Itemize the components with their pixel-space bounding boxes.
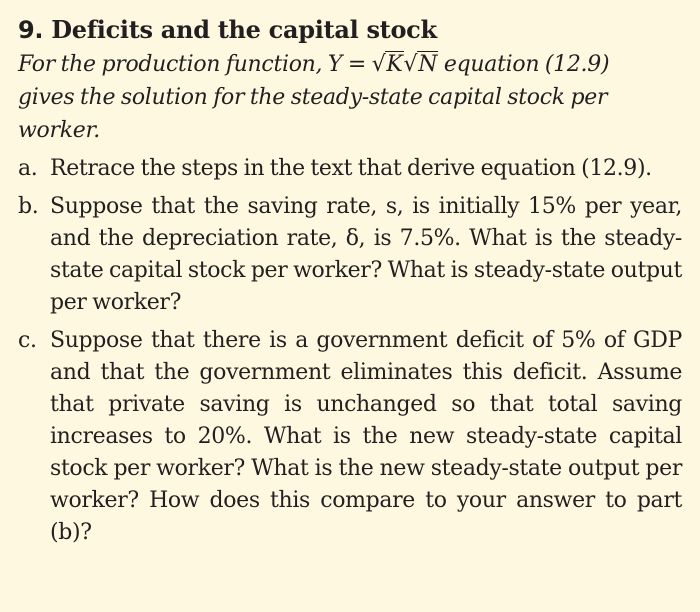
- question-text-a: Retrace the steps in the text that derive equation (12.9).: [50, 156, 652, 181]
- equation-lhs: Y: [327, 52, 343, 77]
- problem-intro: [18, 48, 682, 147]
- problem-title-text: Deficits and the capital stock: [51, 15, 437, 44]
- sqrt-symbol-1: √: [371, 52, 386, 77]
- intro-prefix: For the production function,: [18, 52, 328, 77]
- question-text-b: Suppose that the saving rate, s, is initially 15% per year, and the depreciation rate, δ, is 7.5%. What is the steady-state capital stock per worker? What is steady-state output per worker?: [50, 194, 682, 315]
- problem-block: [18, 14, 682, 555]
- intro-line-2: gives the solution for the steady-state capital stock per worker.: [18, 85, 608, 143]
- question-item-b: [18, 191, 682, 319]
- question-marker-b: b.: [18, 194, 39, 219]
- question-item-c: [18, 325, 682, 549]
- radicand-k: K: [386, 52, 403, 77]
- problem-title: [18, 14, 682, 46]
- question-marker-a: a.: [18, 156, 38, 181]
- question-text-c: Suppose that there is a government deficit of 5% of GDP and that the government eliminates this deficit. Assume that private saving is unchanged so that total saving increases to 20%. What is the new steady-state capital stock per worker? What is the new steady-state output per worker? How does this compare to your answer to part (b)?: [50, 328, 682, 545]
- equation-equals: =: [342, 52, 372, 77]
- question-item-a: [18, 153, 682, 185]
- radicand-n: N: [418, 52, 438, 77]
- intro-suffix: equation (12.9): [438, 52, 610, 77]
- question-list: [18, 153, 682, 549]
- question-marker-c: c.: [18, 328, 37, 353]
- sqrt-symbol-2: √: [403, 52, 418, 77]
- problem-number: 9.: [18, 16, 44, 44]
